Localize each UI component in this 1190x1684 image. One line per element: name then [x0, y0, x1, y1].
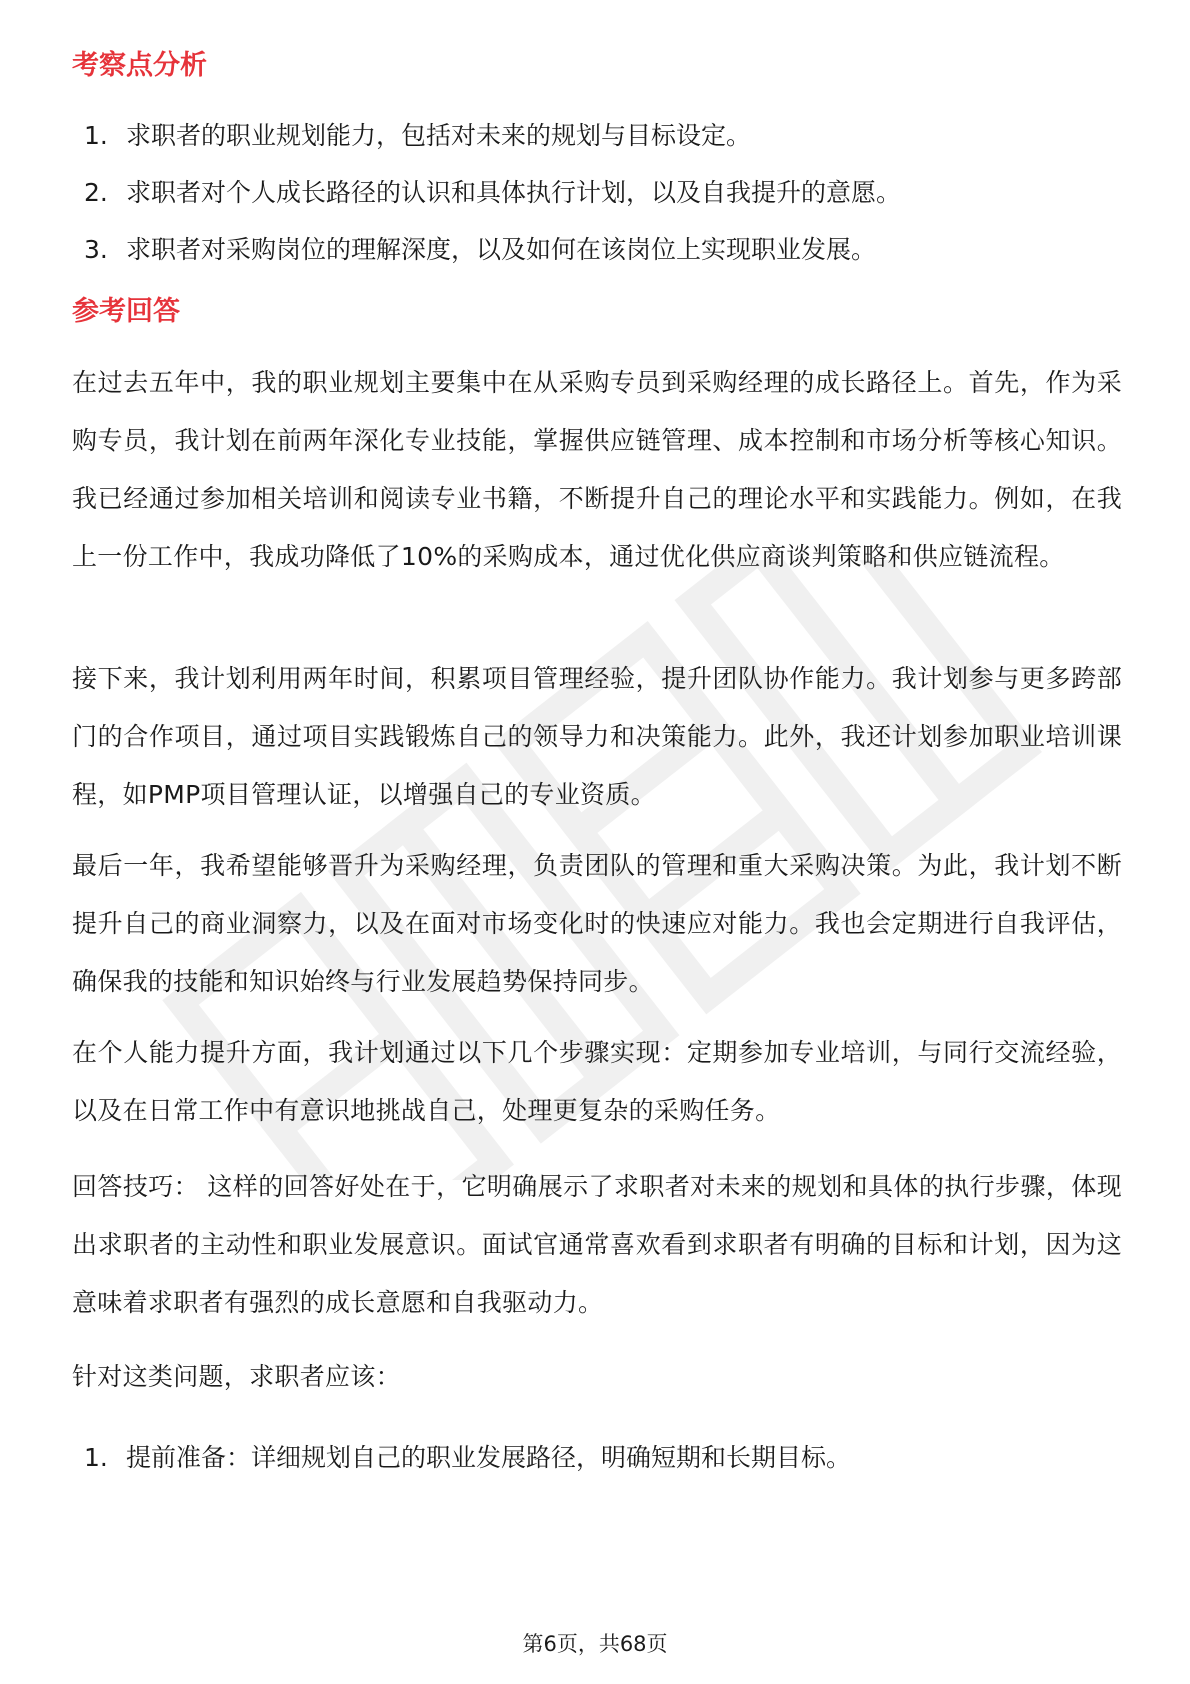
answer-paragraph-4: 在个人能力提升方面，我计划通过以下几个步骤实现：定期参加专业培训，与同行交流经验，以及在日常工作中有意识地挑战自己，处理更复杂的采购任务。 — [72, 1038, 1122, 1125]
answer-tips-paragraph: 回答技巧： 这样的回答好处在于，它明确展示了求职者对未来的规划和具体的执行步骤，体现出求职者的主动性和职业发展意识。面试官通常喜欢看到求职者有明确的目标和计划，因为这意味着求职者有强烈的成长意愿和自我驱动力。 — [72, 1172, 1122, 1317]
list-number: 2. — [84, 178, 108, 207]
section-heading-analysis: 考察点分析 — [72, 50, 207, 81]
advice-list — [84, 1440, 1134, 1476]
analysis-list — [84, 118, 1134, 268]
list-item — [84, 175, 1134, 211]
answer-paragraph-3: 最后一年，我希望能够晋升为采购经理，负责团队的管理和重大采购决策。为此，我计划不断提升自己的商业洞察力，以及在面对市场变化时的快速应对能力。我也会定期进行自我评估，确保我的技能和知识始终与行业发展趋势保持同步。 — [72, 851, 1122, 996]
list-item — [84, 1440, 1134, 1476]
list-item-text: 求职者对采购岗位的理解深度，以及如何在该岗位上实现职业发展。 — [126, 235, 877, 264]
list-item — [84, 118, 1134, 154]
answer-paragraph-2: 接下来，我计划利用两年时间，积累项目管理经验，提升团队协作能力。我计划参与更多跨部门的合作项目，通过项目实践锻炼自己的领导力和决策能力。此外，我还计划参加职业培训课程，如PMP项目管理认证，以增强自己的专业资质。 — [72, 664, 1122, 809]
list-item-text: 求职者的职业规划能力，包括对未来的规划与目标设定。 — [126, 121, 752, 150]
list-number: 1. — [84, 121, 108, 150]
list-item — [84, 232, 1134, 268]
page-footer: 第6页，共68页 — [522, 1632, 668, 1656]
section-heading-reference-answer: 参考回答 — [72, 296, 180, 327]
answer-paragraph-1: 在过去五年中，我的职业规划主要集中在从采购专员到采购经理的成长路径上。首先，作为采购专员，我计划在前两年深化专业技能，掌握供应链管理、成本控制和市场分析等核心知识。我已经通过参加相关培训和阅读专业书籍，不断提升自己的理论水平和实践能力。例如，在我上一份工作中，我成功降低了10%的采购成本，通过优化供应商谈判策略和供应链流程。 — [72, 368, 1122, 571]
list-number: 1. — [84, 1443, 108, 1472]
advice-intro: 针对这类问题，求职者应该： — [72, 1362, 401, 1391]
list-item-text: 求职者对个人成长路径的认识和具体执行计划，以及自我提升的意愿。 — [126, 178, 902, 207]
list-number: 3. — [84, 235, 108, 264]
list-item-text: 提前准备：详细规划自己的职业发展路径，明确短期和长期目标。 — [126, 1443, 852, 1472]
